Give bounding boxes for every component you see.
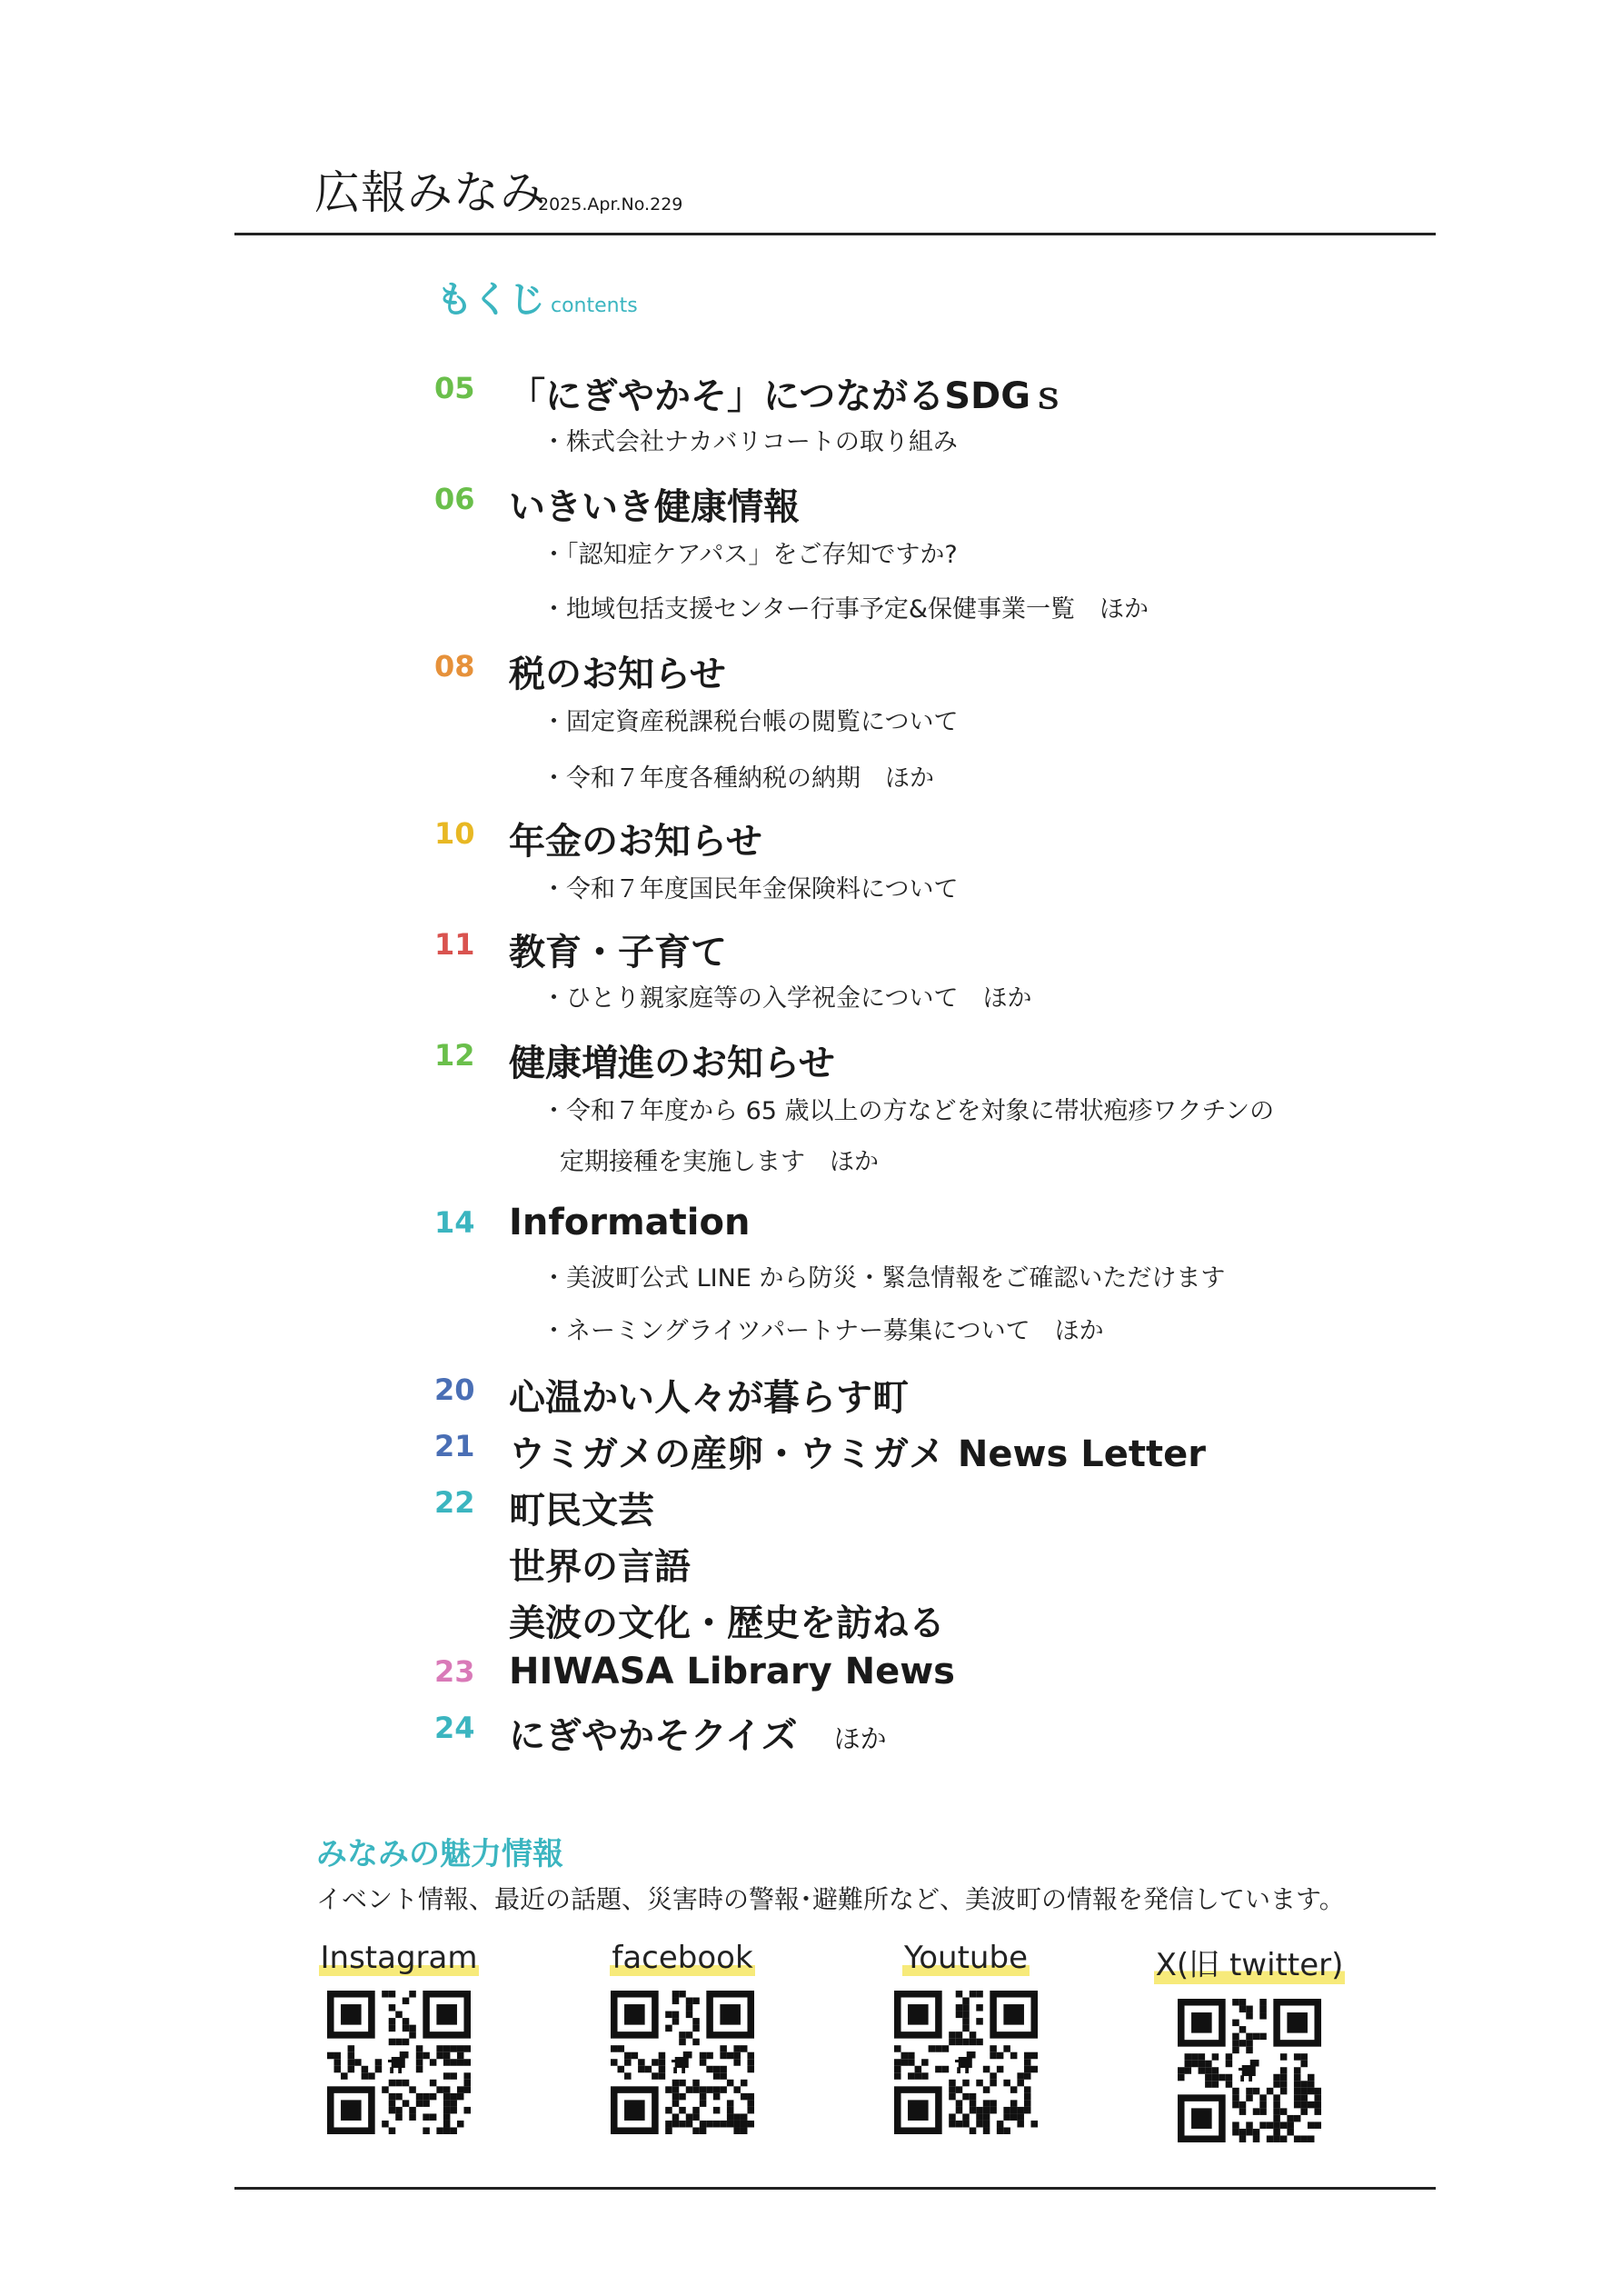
contents-heading-jp: もくじ bbox=[436, 279, 545, 321]
contents-heading-en: contents bbox=[551, 294, 638, 317]
toc-subitem: 定期接種を実施します ほか bbox=[560, 1148, 879, 1176]
bottom-rule bbox=[234, 2187, 1436, 2190]
social-instagram[interactable] bbox=[294, 1940, 503, 2134]
social-label: facebook bbox=[612, 1940, 753, 1976]
toc-page-number: 06 bbox=[434, 482, 475, 516]
toc-subitem: ・ひとり親家庭等の入学祝金について ほか bbox=[542, 984, 1032, 1013]
toc-page-number: 11 bbox=[434, 927, 475, 962]
toc-page-number: 08 bbox=[434, 649, 475, 684]
toc-subitem: ・株式会社ナカバリコートの取り組み bbox=[542, 428, 958, 456]
toc-entry-title: ウミガメの産卵・ウミガメ News Letter bbox=[509, 1433, 1206, 1475]
contents-heading bbox=[436, 271, 638, 323]
toc-entry-title: 健康増進のお知らせ bbox=[509, 1043, 835, 1084]
toc-entry-title: HIWASA Library News bbox=[509, 1651, 955, 1692]
toc-subitem: ・令和７年度各種納税の納期 ほか bbox=[542, 764, 934, 793]
social-label: X(旧 twitter) bbox=[1154, 1940, 1346, 1984]
toc-subitem: ・「認知症ケアパス」をご存知ですか? bbox=[542, 541, 958, 569]
toc-subitem: ・美波町公式 LINE から防災・緊急情報をご確認いただけます bbox=[542, 1264, 1226, 1293]
toc-page-number: 05 bbox=[434, 371, 475, 405]
social-label: Youtube bbox=[904, 1940, 1028, 1976]
toc-page-number: 10 bbox=[434, 816, 475, 851]
toc-subitem: ・令和７年度から 65 歳以上の方などを対象に帯状疱疹ワクチンの bbox=[542, 1097, 1275, 1125]
toc-page-number: 21 bbox=[434, 1429, 475, 1463]
toc-entry-title: Information bbox=[509, 1202, 751, 1243]
toc-entry-title-text: にぎやかそクイズ bbox=[509, 1715, 798, 1757]
social-facebook[interactable] bbox=[578, 1940, 787, 2134]
toc-entry-title: 心温かい人々が暮らす町 bbox=[509, 1377, 909, 1419]
toc-entry-title: 年金のお知らせ bbox=[509, 821, 762, 863]
qr-code-icon[interactable] bbox=[611, 1991, 754, 2134]
social-heading: みなみの魅力情報 bbox=[316, 1836, 563, 1872]
qr-code-icon[interactable] bbox=[327, 1991, 471, 2134]
masthead-title: 広報みなみ bbox=[314, 166, 546, 219]
social-youtube[interactable] bbox=[861, 1940, 1070, 2134]
toc-subitem: ・令和７年度国民年金保険料について bbox=[542, 875, 959, 903]
toc-page-number: 22 bbox=[434, 1485, 475, 1520]
top-rule bbox=[234, 233, 1436, 235]
toc-page-number: 12 bbox=[434, 1038, 475, 1073]
toc-entry-title bbox=[509, 1707, 887, 1759]
social-x[interactable] bbox=[1145, 1940, 1354, 2142]
toc-page-number: 24 bbox=[434, 1711, 475, 1745]
toc-entry-suffix: ほか bbox=[833, 1723, 887, 1754]
toc-entry-title: 美波の文化・歴史を訪ねる bbox=[509, 1602, 945, 1644]
toc-subitem: ・地域包括支援センター行事予定&保健事業一覧 ほか bbox=[542, 595, 1149, 624]
social-description: イベント情報、最近の話題、災害時の警報･避難所など、美波町の情報を発信しています。 bbox=[316, 1884, 1345, 1914]
toc-entry-title: 「にぎやかそ」につながるSDGｓ bbox=[509, 375, 1068, 417]
toc-page-number: 14 bbox=[434, 1205, 475, 1240]
toc-entry-title: 町民文芸 bbox=[509, 1490, 654, 1532]
toc-subitem: ・固定資産税課税台帳の閲覧について bbox=[542, 708, 959, 736]
toc-page-number: 23 bbox=[434, 1654, 475, 1689]
social-label: Instagram bbox=[320, 1940, 478, 1976]
toc-subitem: ・ネーミングライツパートナー募集について ほか bbox=[542, 1317, 1104, 1345]
qr-code-icon[interactable] bbox=[894, 1991, 1038, 2134]
toc-entry-title: 教育・子育て bbox=[509, 932, 727, 973]
qr-code-icon[interactable] bbox=[1178, 1999, 1321, 2142]
toc-entry-title: 世界の言語 bbox=[509, 1546, 691, 1588]
toc-entry-title: いきいき健康情報 bbox=[509, 486, 800, 528]
toc-entry-title: 税のお知らせ bbox=[509, 654, 726, 695]
toc-page-number: 20 bbox=[434, 1373, 475, 1407]
issue-number: 2025.Apr.No.229 bbox=[538, 195, 683, 215]
